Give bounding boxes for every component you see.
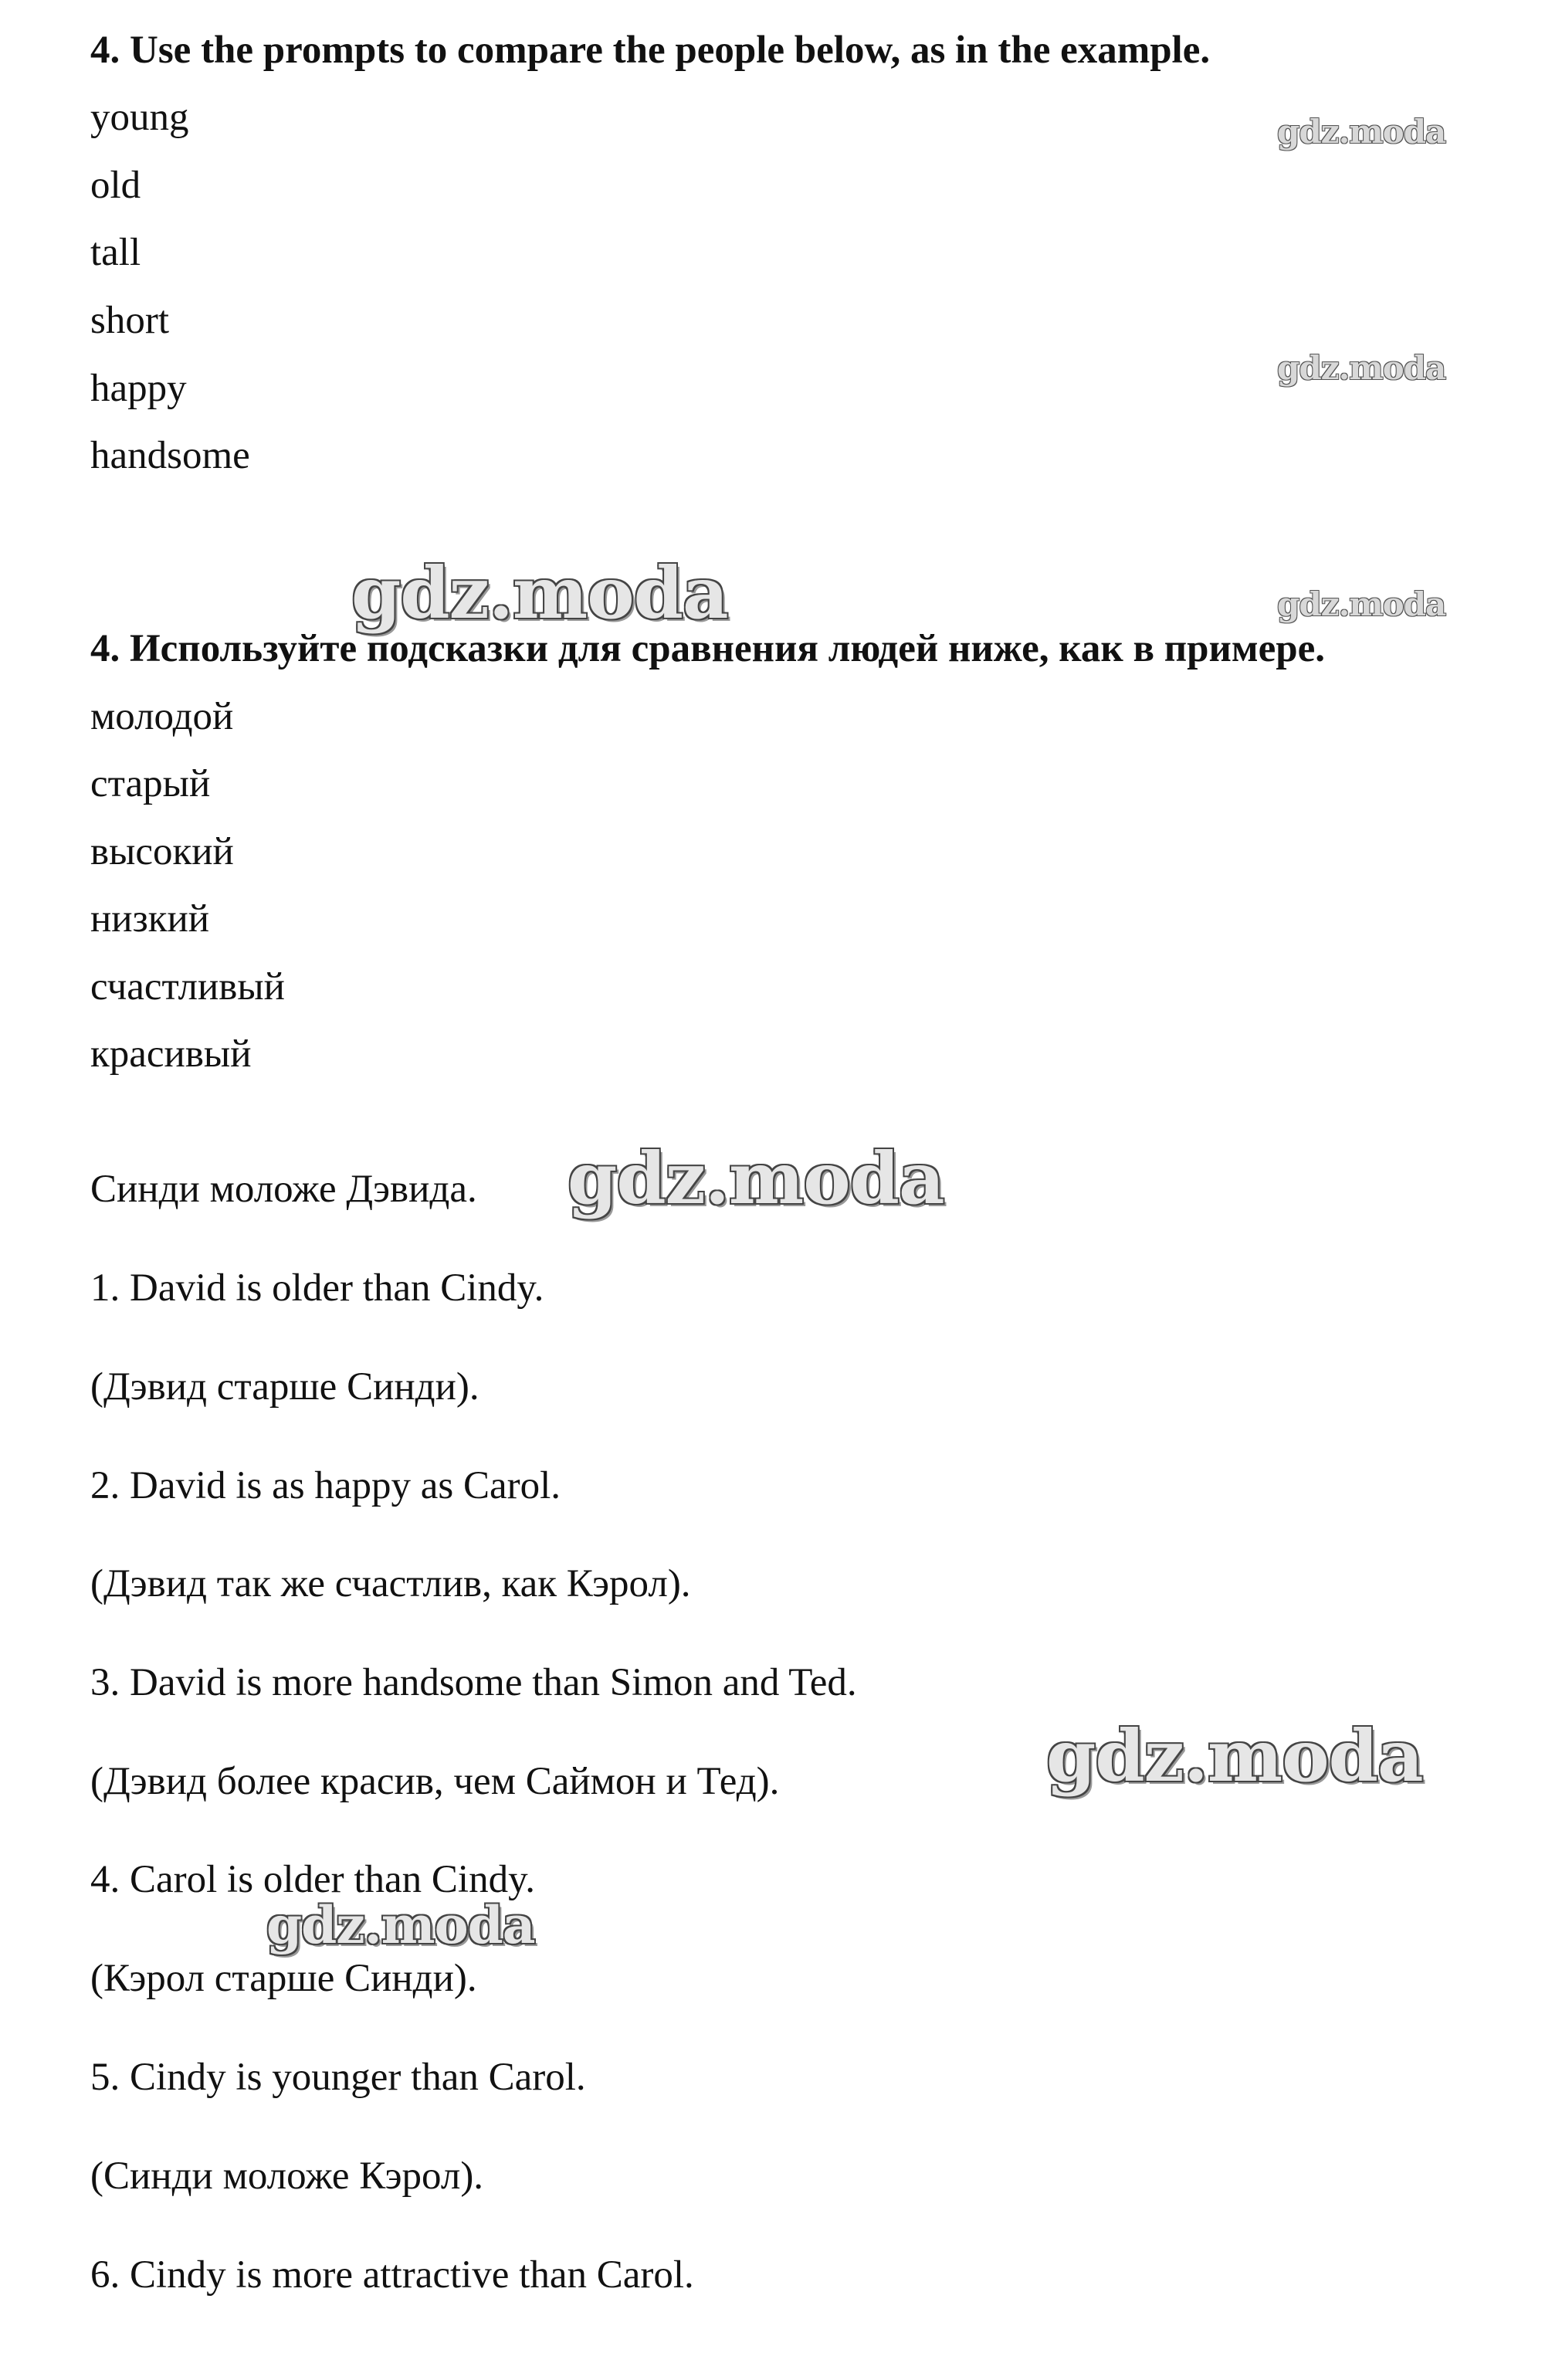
answer-translation: (Кэрол старше Синди).: [90, 1957, 477, 2000]
prompt-word-translation: счастливый: [90, 965, 285, 1009]
prompt-word: tall: [90, 231, 141, 274]
answer-sentence: 5. Cindy is younger than Carol.: [90, 2056, 586, 2099]
prompt-word-translation: высокий: [90, 830, 234, 873]
answer-translation: (Дэвид более красив, чем Саймон и Тед).: [90, 1760, 780, 1803]
prompt-word-translation: низкий: [90, 897, 210, 941]
watermark: gdz.moda: [266, 1895, 535, 1955]
prompt-word-translation: молодой: [90, 695, 234, 738]
watermark: gdz.moda: [1046, 1714, 1423, 1798]
answer-sentence: 3. David is more handsome than Simon and Ted.: [90, 1661, 857, 1704]
exercise-heading-english: 4. Use the prompts to compare the people below, as in the example.: [90, 29, 1211, 72]
watermark: gdz.moda: [568, 1137, 944, 1220]
prompt-word: short: [90, 299, 169, 342]
watermark: gdz.moda: [1277, 113, 1446, 151]
answer-sentence: 6. Cindy is more attractive than Carol.: [90, 2253, 694, 2297]
answer-translation: (Дэвид так же счастлив, как Кэрол).: [90, 1562, 691, 1605]
answer-translation: (Синди моложе Кэрол).: [90, 2155, 484, 2198]
prompt-word: young: [90, 96, 189, 139]
exercise-heading-russian: 4. Используйте подсказки для сравнения людей ниже, как в примере.: [90, 627, 1326, 670]
watermark: gdz.moda: [1277, 585, 1446, 623]
prompt-word: old: [90, 164, 141, 207]
example-sentence: Синди моложе Дэвида.: [90, 1168, 477, 1211]
answer-translation: (Дэвид старше Синди).: [90, 1365, 479, 1409]
prompt-word: happy: [90, 367, 187, 410]
answer-sentence: 4. Carol is older than Cindy.: [90, 1858, 536, 1901]
prompt-word-translation: красивый: [90, 1032, 252, 1076]
prompt-word: handsome: [90, 434, 250, 477]
answer-sentence: 2. David is as happy as Carol.: [90, 1464, 561, 1507]
watermark: gdz.moda: [351, 551, 728, 635]
prompt-word-translation: старый: [90, 762, 211, 805]
watermark: gdz.moda: [1277, 349, 1446, 387]
answer-sentence: 1. David is older than Cindy.: [90, 1266, 544, 1310]
